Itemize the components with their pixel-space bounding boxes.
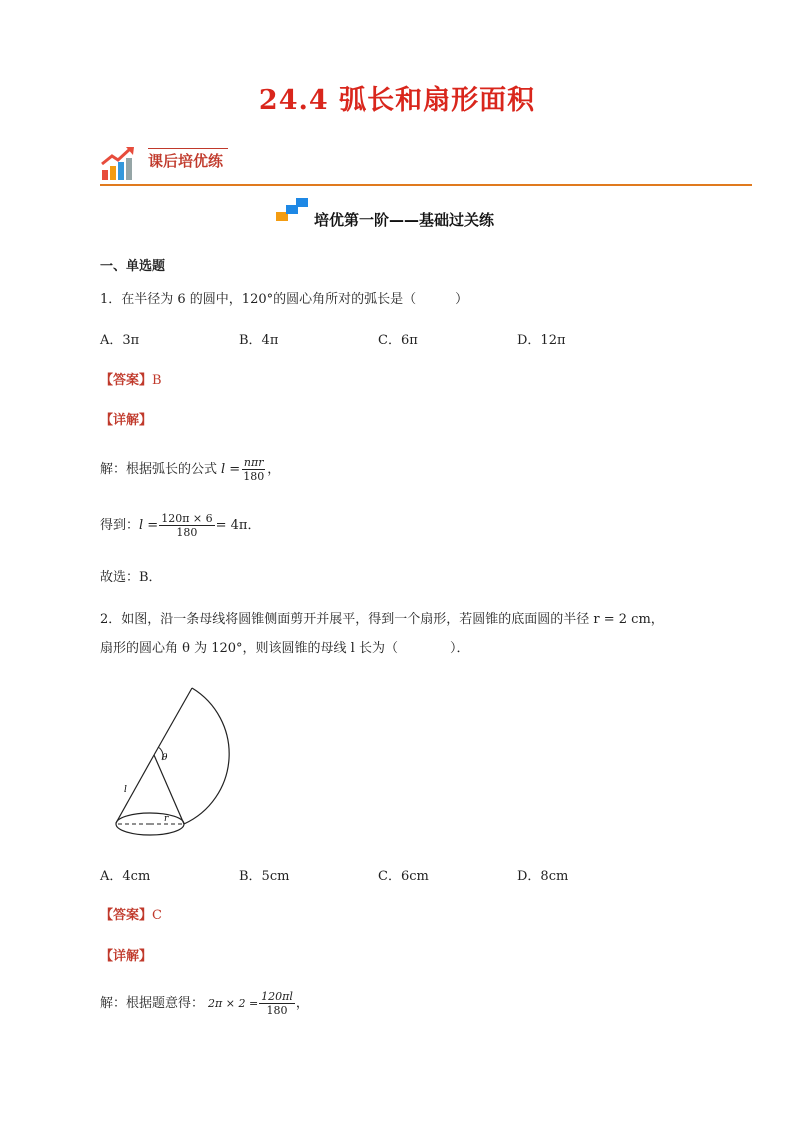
q1-step1-lhs: l = [221, 461, 241, 477]
q1-answer [100, 372, 162, 390]
q1-step2-suffix: = 4π． [215, 517, 261, 533]
q2-step1 [100, 990, 309, 1017]
fraction-denominator: 180 [176, 526, 198, 539]
q1-option-a: A．3π [100, 333, 140, 348]
fraction-numerator: 120πl [261, 990, 293, 1003]
l-label: l [124, 785, 127, 795]
q1-stem: 1．在半径为 6 的圆中，120°的圆心角所对的弧长是（ ） [100, 292, 469, 307]
fraction-denominator: 180 [243, 470, 265, 483]
cone-sector-figure [108, 684, 238, 844]
q1-step1-fraction [241, 456, 266, 483]
q2-step1-lhs: 2π × 2 = [208, 996, 259, 1010]
q1-option-c: C．6π [378, 333, 418, 348]
r-label: r [164, 814, 169, 824]
q1-option-b: B．4π [239, 333, 279, 348]
q2-stem-line2: 扇形的圆心角 θ 为 120°，则该圆锥的母线 l 长为（ ）． [100, 641, 470, 656]
q2-detail-label: 【详解】 [100, 949, 153, 964]
section-title: 培优第一阶——基础过关练 [314, 211, 495, 229]
q2-option-b: B．5cm [239, 869, 290, 884]
stairs-icon [276, 198, 310, 222]
answer-label: 【答案】 [100, 373, 153, 388]
q1-step1 [100, 456, 280, 483]
q1-step2 [100, 512, 260, 539]
q2-option-c: C．6cm [378, 869, 429, 884]
section-badge: 课后培优练 [148, 152, 224, 170]
q2-answer [100, 907, 162, 925]
q1-detail-label: 【详解】 [100, 413, 153, 428]
fraction-numerator: nπr [243, 456, 264, 469]
q2-stem-line1: 2．如图，沿一条母线将圆锥侧面剪开并展平，得到一个扇形，若圆锥的底面圆的半径 r = 2 cm， [100, 612, 664, 627]
bar-chart-arrow-icon [100, 146, 136, 182]
q1-step2-lhs: l = [139, 517, 159, 533]
fraction-numerator: 120π × 6 [161, 512, 213, 525]
q1-step2-prefix: 得到： [100, 517, 140, 533]
answer-value: B [152, 373, 162, 388]
q1-step2-fraction [159, 512, 214, 539]
answer-value: C [152, 908, 162, 923]
q1-step1-suffix: ， [267, 461, 281, 477]
fraction-denominator: 180 [266, 1004, 288, 1017]
q2-option-d: D．8cm [517, 869, 569, 884]
q1-conclusion: 故选：B． [100, 570, 162, 585]
q1-option-d: D．12π [517, 333, 566, 348]
q2-step1-prefix: 解：根据题意得： [100, 995, 205, 1011]
header-rule [100, 184, 752, 186]
part-heading: 一、单选题 [100, 259, 166, 274]
q2-option-a: A．4cm [100, 869, 151, 884]
theta-label: θ [162, 753, 168, 763]
q2-step1-fraction [259, 990, 295, 1017]
answer-label: 【答案】 [100, 908, 153, 923]
badge-overline [148, 148, 228, 149]
page-title: 24.4 弧长和扇形面积 [258, 85, 536, 116]
q2-step1-suffix: ， [295, 995, 309, 1011]
q1-step1-prefix: 解：根据弧长的公式 [100, 461, 218, 477]
